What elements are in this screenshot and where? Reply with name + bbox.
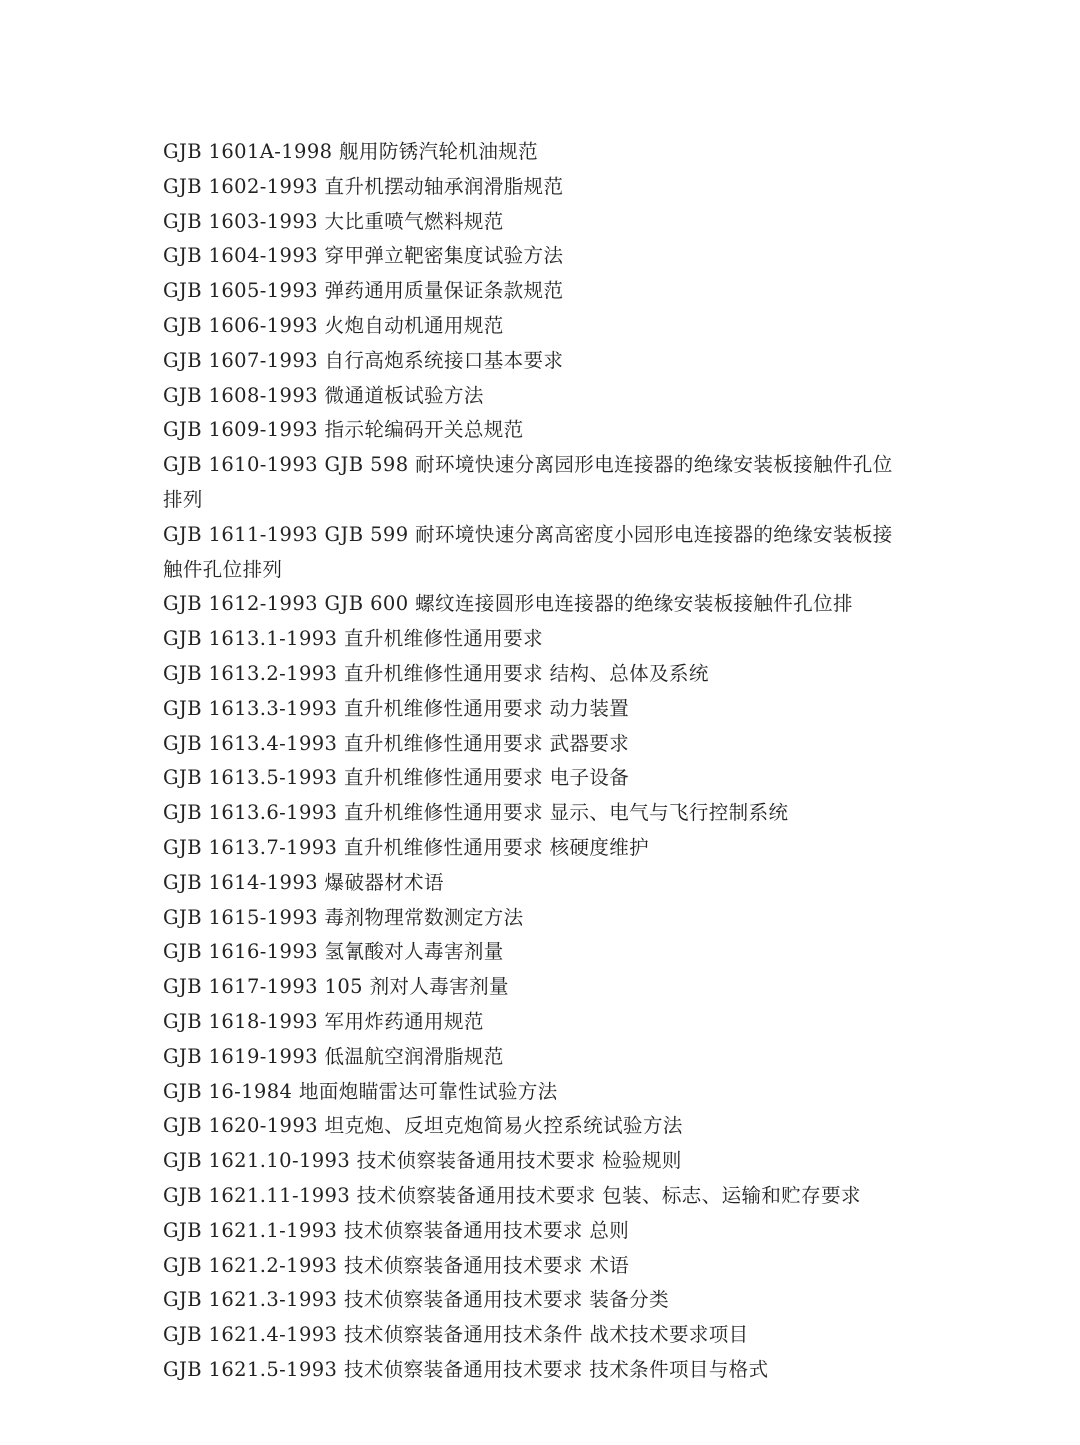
list-line: GJB 1612-1993 GJB 600 螺纹连接圆形电连接器的绝缘安装板接触件孔位排 [163, 592, 853, 616]
list-line: GJB 1621.2-1993 技术侦察装备通用技术要求 术语 [163, 1253, 630, 1277]
list-line: GJB 1614-1993 爆破器材术语 [163, 870, 444, 894]
list-line: GJB 1604-1993 穿甲弹立靶密集度试验方法 [163, 244, 564, 268]
list-line: GJB 1621.1-1993 技术侦察装备通用技术要求 总则 [163, 1218, 630, 1242]
list-line: 触件孔位排列 [163, 557, 283, 581]
list-line: GJB 1621.5-1993 技术侦察装备通用技术要求 技术条件项目与格式 [163, 1357, 769, 1381]
list-line: GJB 1603-1993 大比重喷气燃料规范 [163, 209, 504, 233]
list-line: GJB 1608-1993 微通道板试验方法 [163, 383, 484, 407]
standards-list [163, 135, 933, 1388]
list-line: GJB 1605-1993 弹药通用质量保证条款规范 [163, 279, 564, 303]
list-line: GJB 1610-1993 GJB 598 耐环境快速分离园形电连接器的绝缘安装板接触件孔位 [163, 453, 893, 477]
list-line: GJB 1613.2-1993 直升机维修性通用要求 结构、总体及系统 [163, 661, 709, 685]
list-line: GJB 16-1984 地面炮瞄雷达可靠性试验方法 [163, 1079, 558, 1103]
list-line: GJB 1618-1993 军用炸药通用规范 [163, 1009, 484, 1033]
list-line: GJB 1615-1993 毒剂物理常数测定方法 [163, 905, 524, 929]
list-line: GJB 1617-1993 105 剂对人毒害剂量 [163, 975, 509, 999]
list-line: GJB 1621.11-1993 技术侦察装备通用技术要求 包装、标志、运输和贮存要求 [163, 1183, 861, 1207]
list-line: 排列 [163, 487, 203, 511]
list-line: GJB 1613.7-1993 直升机维修性通用要求 核硬度维护 [163, 835, 650, 859]
list-line: GJB 1613.3-1993 直升机维修性通用要求 动力装置 [163, 696, 630, 720]
list-line: GJB 1619-1993 低温航空润滑脂规范 [163, 1044, 504, 1068]
list-line: GJB 1611-1993 GJB 599 耐环境快速分离高密度小园形电连接器的绝缘安装板接 [163, 522, 893, 546]
list-line: GJB 1609-1993 指示轮编码开关总规范 [163, 418, 524, 442]
list-line: GJB 1602-1993 直升机摆动轴承润滑脂规范 [163, 174, 564, 198]
list-line: GJB 1607-1993 自行高炮系统接口基本要求 [163, 348, 564, 372]
list-line: GJB 1606-1993 火炮自动机通用规范 [163, 313, 504, 337]
list-line: GJB 1613.6-1993 直升机维修性通用要求 显示、电气与飞行控制系统 [163, 801, 789, 825]
list-line: GJB 1621.3-1993 技术侦察装备通用技术要求 装备分类 [163, 1288, 669, 1312]
list-line: GJB 1613.5-1993 直升机维修性通用要求 电子设备 [163, 766, 630, 790]
list-line: GJB 1616-1993 氢氰酸对人毒害剂量 [163, 940, 504, 964]
list-line: GJB 1613.4-1993 直升机维修性通用要求 武器要求 [163, 731, 630, 755]
list-line: GJB 1601A-1998 舰用防锈汽轮机油规范 [163, 140, 539, 163]
list-line: GJB 1613.1-1993 直升机维修性通用要求 [163, 627, 543, 651]
list-line: GJB 1621.10-1993 技术侦察装备通用技术要求 检验规则 [163, 1149, 682, 1173]
list-line: GJB 1621.4-1993 技术侦察装备通用技术条件 战术技术要求项目 [163, 1323, 749, 1347]
list-line: GJB 1620-1993 坦克炮、反坦克炮简易火控系统试验方法 [163, 1114, 683, 1138]
